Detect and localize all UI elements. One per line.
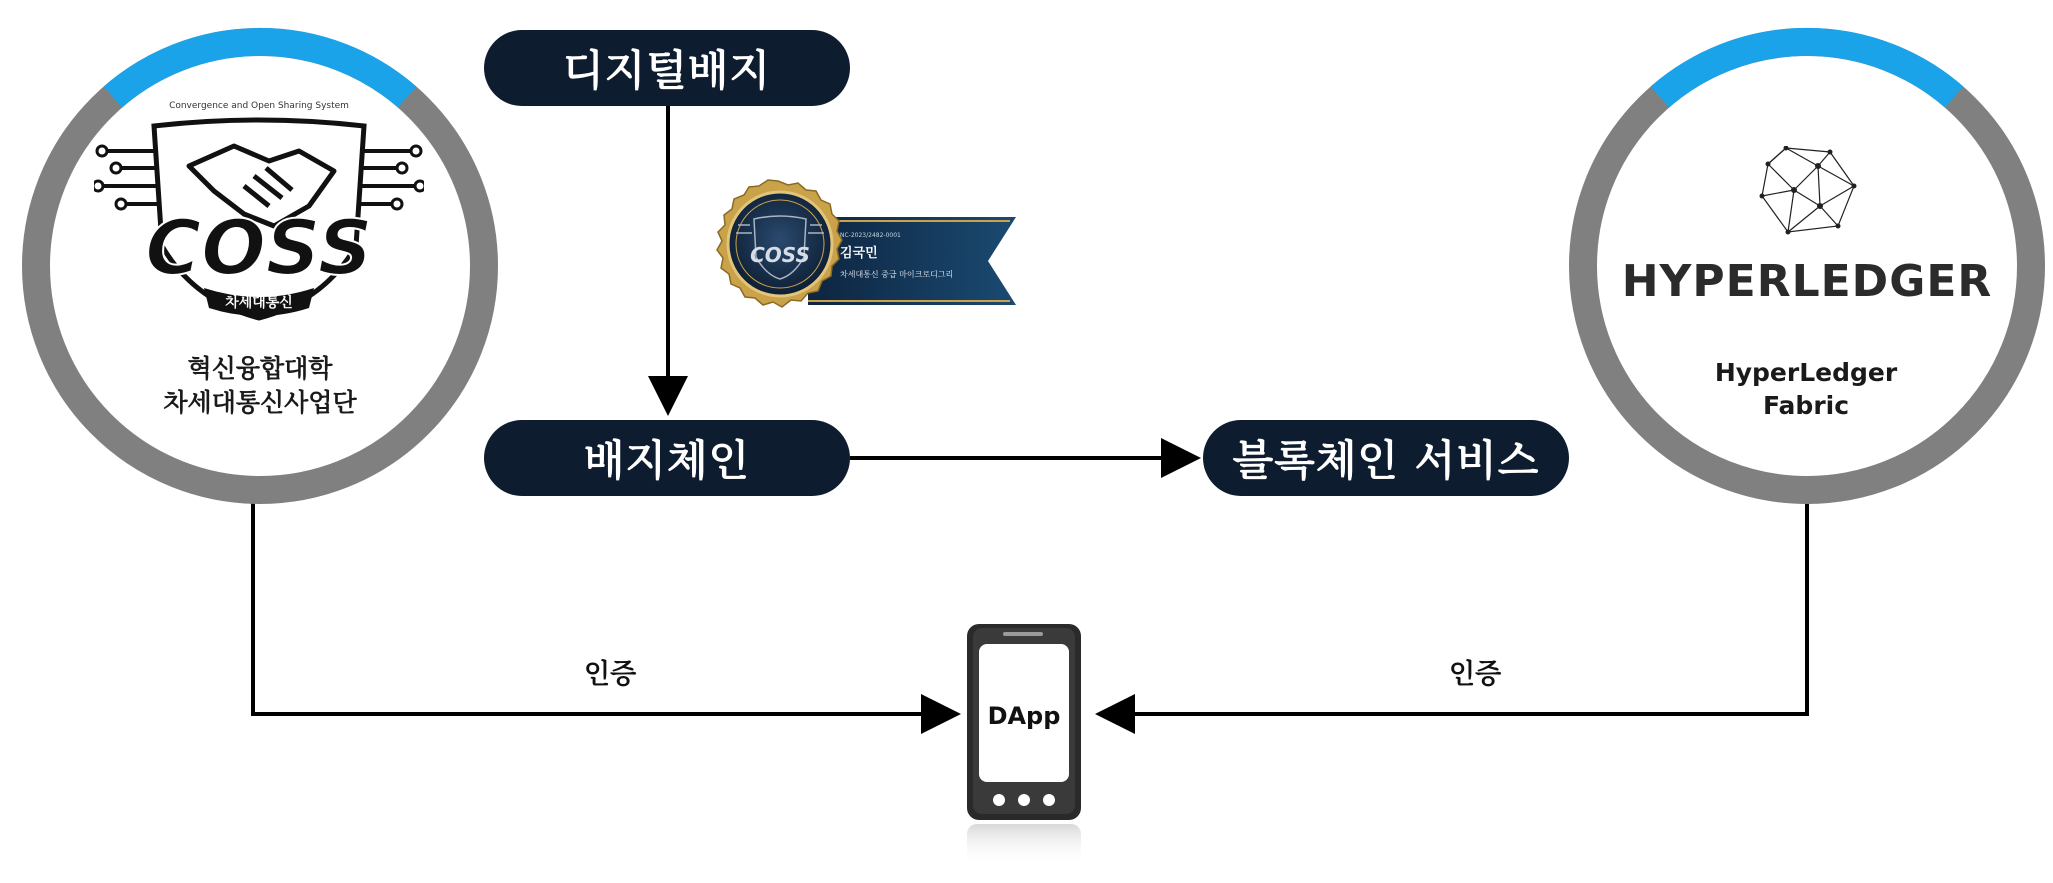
- coss-logo: [94, 96, 424, 326]
- coss-logo-word: COSS: [145, 203, 373, 292]
- hyperledger-wordmark: HYPERLEDGER: [1621, 256, 1993, 307]
- digital-badge-image: [698, 177, 1018, 347]
- hyperledger-caption-line2: Fabric: [1762, 391, 1850, 420]
- dapp-label: DApp: [987, 702, 1061, 730]
- blockchain-service-node: 블록체인 서비스: [1203, 420, 1569, 496]
- hyperledger-caption: [1656, 356, 1956, 422]
- smartphone-icon: [963, 620, 1087, 870]
- coss-caption: [110, 352, 410, 420]
- badge-holder-name: 김국민: [840, 246, 878, 261]
- coss-caption-line1: 혁신융합대학: [187, 354, 333, 383]
- badge-serial: NC-2023/2482-0001: [840, 232, 901, 239]
- coss-logo-ribbon: 차세대통신: [225, 295, 293, 311]
- coss-logo-caption: Convergence and Open Sharing System: [169, 101, 349, 111]
- coss-caption-line2: 차세대통신사업단: [163, 388, 357, 417]
- badge-course: 차세대통신 중급 마이크로디그리: [840, 270, 954, 279]
- polyhedron-icon: [1758, 146, 1858, 236]
- badge-seal-word: COSS: [750, 243, 810, 267]
- right-auth-label: 인증: [1449, 659, 1502, 690]
- digital-badge-node: 디지털배지: [484, 30, 850, 106]
- left-auth-label: 인증: [584, 659, 637, 690]
- badge-chain-node: 배지체인: [484, 420, 850, 496]
- hyperledger-caption-line1: HyperLedger: [1714, 358, 1898, 387]
